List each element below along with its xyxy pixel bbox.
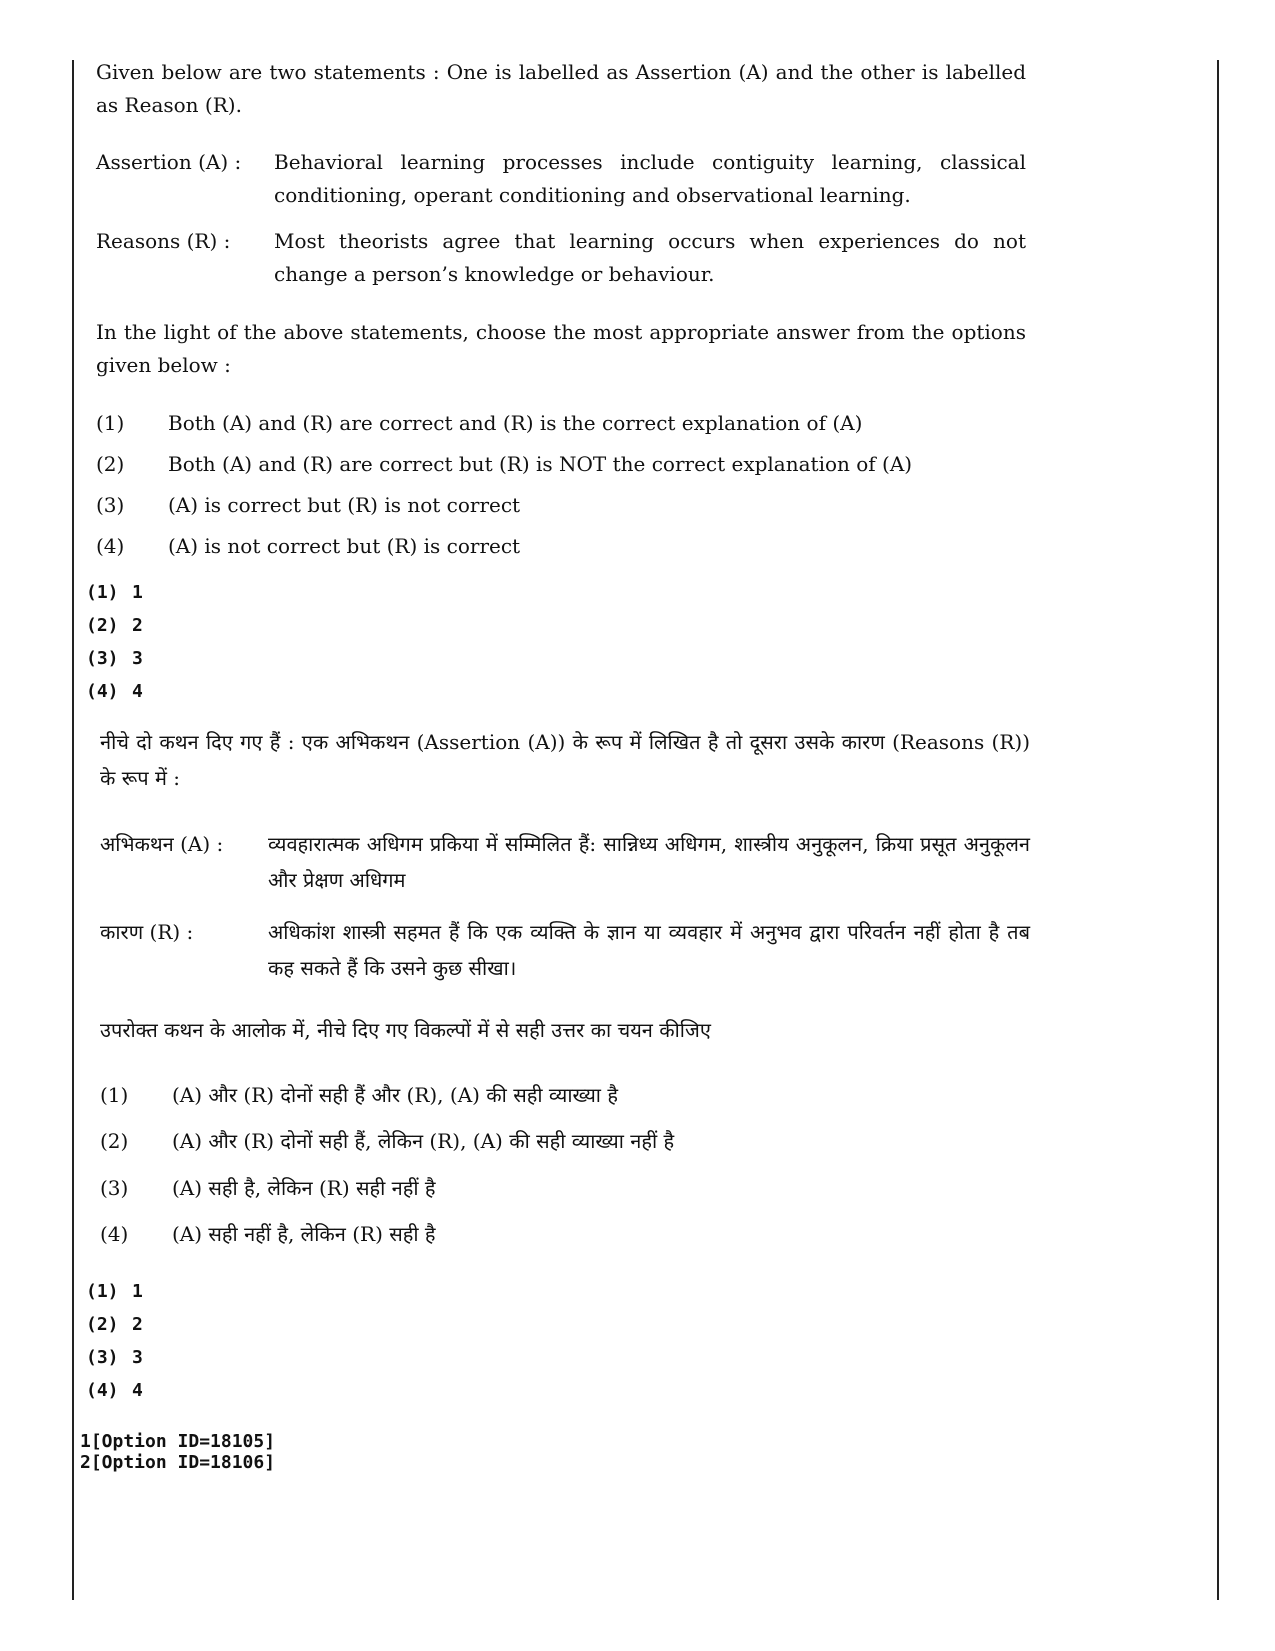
answer-value: 4 <box>132 681 143 702</box>
option-text: (A) is correct but (R) is not correct <box>168 493 521 517</box>
answer-key: (3) <box>86 648 119 669</box>
option-text: (A) is not correct but (R) is correct <box>168 534 521 558</box>
option-number: (3) <box>96 493 125 517</box>
answer-key: (2) <box>86 1314 119 1335</box>
reason-text: Most theorists agree that learning occurs when experiences do not change a person’s knowledge or behaviour. <box>274 229 1026 286</box>
answer-value: 2 <box>132 1314 143 1335</box>
option-text: (A) सही है, लेकिन (R) सही नहीं है <box>172 1176 436 1200</box>
answer-key: (4) <box>86 1380 119 1401</box>
option-text: (A) सही नहीं है, लेकिन (R) सही है <box>172 1222 436 1246</box>
option-number: (1) <box>100 1083 129 1107</box>
option-text: Both (A) and (R) are correct and (R) is the correct explanation of (A) <box>168 411 863 435</box>
answer-choice-1 <box>86 1280 143 1304</box>
answer-value: 1 <box>132 582 143 603</box>
answer-key: (4) <box>86 681 119 702</box>
question-instruction: In the light of the above statements, choose the most appropriate answer from the options given below : <box>96 320 1026 377</box>
option-1 <box>96 408 862 438</box>
option-2 <box>96 449 912 479</box>
answer-choice-3 <box>86 1346 143 1370</box>
question-intro: Given below are two statements : One is labelled as Assertion (A) and the other is labelled as Reason (R). <box>96 60 1026 117</box>
option-number: (1) <box>96 411 125 435</box>
option-id-2: 2[Option ID=18106] <box>80 1452 276 1473</box>
assertion-text: Behavioral learning processes include contiguity learning, classical conditioning, operant conditioning and observational learning. <box>274 150 1026 207</box>
answer-choice-3 <box>86 647 143 671</box>
assertion-label: अभिकथन (A) : <box>100 832 224 856</box>
answer-value: 4 <box>132 1380 143 1401</box>
answer-choice-4 <box>86 1379 143 1403</box>
option-number: (2) <box>100 1129 129 1153</box>
answer-choice-4 <box>86 680 143 704</box>
option-id-1: 1[Option ID=18105] <box>80 1431 276 1452</box>
question-intro: नीचे दो कथन दिए गए हैं : एक अभिकथन (Assertion (A)) के रूप में लिखित है तो दूसरा उसके कारण (Reasons (R)) के रूप में : <box>100 730 1030 790</box>
left-margin-rule <box>72 60 74 1600</box>
assertion-label: Assertion (A) : <box>96 150 242 174</box>
reason-text: अधिकांश शास्त्री सहमत हैं कि एक व्यक्ति के ज्ञान या व्यवहार में अनुभव द्वारा परिवर्तन नहीं होता है तब कह सकते हैं कि उसने कुछ सीखा। <box>268 920 1030 980</box>
reason-label: कारण (R) : <box>100 920 194 944</box>
answer-key: (1) <box>86 1281 119 1302</box>
answer-choice-2 <box>86 614 143 638</box>
answer-key: (2) <box>86 615 119 636</box>
option-4 <box>96 531 520 561</box>
answer-key: (3) <box>86 1347 119 1368</box>
option-1 <box>100 1080 618 1110</box>
answer-value: 3 <box>132 648 143 669</box>
option-text: (A) और (R) दोनों सही हैं और (R), (A) की सही व्याख्या है <box>172 1083 618 1107</box>
option-text: Both (A) and (R) are correct but (R) is NOT the correct explanation of (A) <box>168 452 913 476</box>
option-number: (2) <box>96 452 125 476</box>
option-number: (4) <box>96 534 125 558</box>
reason-label: Reasons (R) : <box>96 229 231 253</box>
option-3 <box>100 1173 436 1203</box>
option-3 <box>96 490 520 520</box>
answer-value: 1 <box>132 1281 143 1302</box>
option-text: (A) और (R) दोनों सही हैं, लेकिन (R), (A) की सही व्याख्या नहीं है <box>172 1129 675 1153</box>
answer-key: (1) <box>86 582 119 603</box>
answer-choice-2 <box>86 1313 143 1337</box>
question-instruction: उपरोक्त कथन के आलोक में, नीचे दिए गए विकल्पों में से सही उत्तर का चयन कीजिए <box>100 1018 711 1042</box>
answer-value: 3 <box>132 1347 143 1368</box>
assertion-text: व्यवहारात्मक अधिगम प्रकिया में सम्मिलित हैं: सान्निध्य अधिगम, शास्त्रीय अनुकूलन, क्रिया प्रसूत अनुकूलन और प्रेक्षण अधिगम <box>268 832 1030 892</box>
option-number: (3) <box>100 1176 129 1200</box>
answer-value: 2 <box>132 615 143 636</box>
answer-choice-1 <box>86 581 143 605</box>
right-margin-rule <box>1217 60 1219 1600</box>
option-2 <box>100 1126 674 1156</box>
option-4 <box>100 1219 436 1249</box>
option-number: (4) <box>100 1222 129 1246</box>
